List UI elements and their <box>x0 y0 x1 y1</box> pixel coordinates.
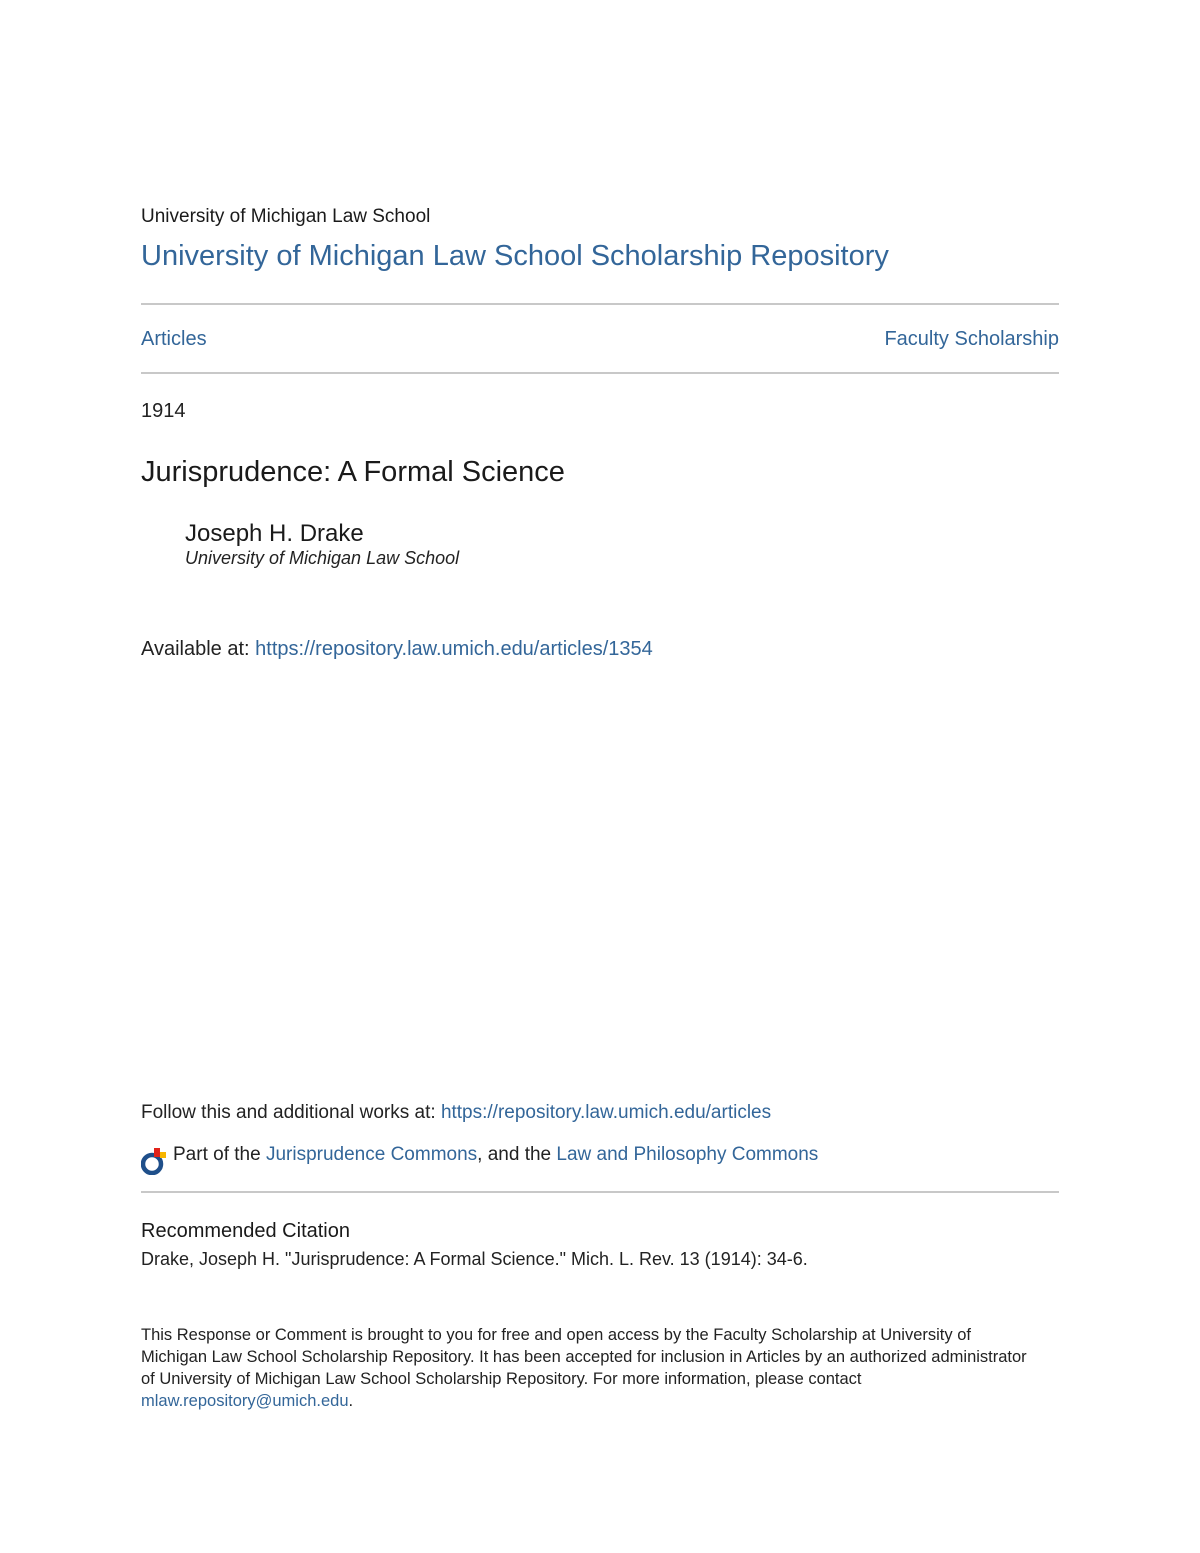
access-statement-text: This Response or Comment is brought to you for free and open access by the Faculty Scholarship at University of Michigan Law School Scholarship Repository. It has been accepted for inclusion in Articles by an authorized administrator of University of Michigan Law School Scholarship Repository. For more information, please contact <box>141 1326 1027 1388</box>
law-philosophy-commons-link[interactable]: Law and Philosophy Commons <box>556 1144 819 1165</box>
follow-label: Follow this and additional works at: <box>141 1102 441 1123</box>
repository-link[interactable]: University of Michigan Law School Scholarship Repository <box>141 240 889 272</box>
divider-citation <box>141 1191 1059 1193</box>
author-name: Joseph H. Drake <box>185 520 364 547</box>
follow-line <box>141 1102 771 1124</box>
access-statement-end: . <box>348 1392 354 1410</box>
article-title: Jurisprudence: A Formal Science <box>141 456 565 488</box>
publication-year: 1914 <box>141 400 186 422</box>
articles-link[interactable]: Articles <box>141 328 207 350</box>
available-at <box>141 638 653 661</box>
bepress-commons-icon <box>141 1145 169 1175</box>
institution-name: University of Michigan Law School <box>141 206 431 227</box>
access-statement <box>141 1324 1041 1412</box>
citation-text: Drake, Joseph H. "Jurisprudence: A Formal Science." Mich. L. Rev. 13 (1914): 34-6. <box>141 1249 808 1269</box>
divider-nav <box>141 372 1059 374</box>
articles-url-link[interactable]: https://repository.law.umich.edu/articles <box>440 1102 772 1123</box>
cover-page <box>141 0 1059 1553</box>
jurisprudence-commons-link[interactable]: Jurisprudence Commons <box>265 1144 478 1165</box>
divider-top <box>141 303 1059 305</box>
contact-email-link[interactable]: mlaw.repository@umich.edu <box>141 1392 349 1410</box>
article-url-link[interactable]: https://repository.law.umich.edu/articles/1354 <box>255 638 653 660</box>
author-affiliation: University of Michigan Law School <box>185 548 460 568</box>
citation-heading: Recommended Citation <box>141 1220 350 1242</box>
part-of-prefix: Part of the <box>173 1144 266 1165</box>
available-label: Available at: <box>141 638 256 660</box>
faculty-scholarship-link[interactable]: Faculty Scholarship <box>884 328 1059 350</box>
part-of-middle: , and the <box>477 1144 557 1165</box>
part-of-line <box>141 1135 818 1175</box>
